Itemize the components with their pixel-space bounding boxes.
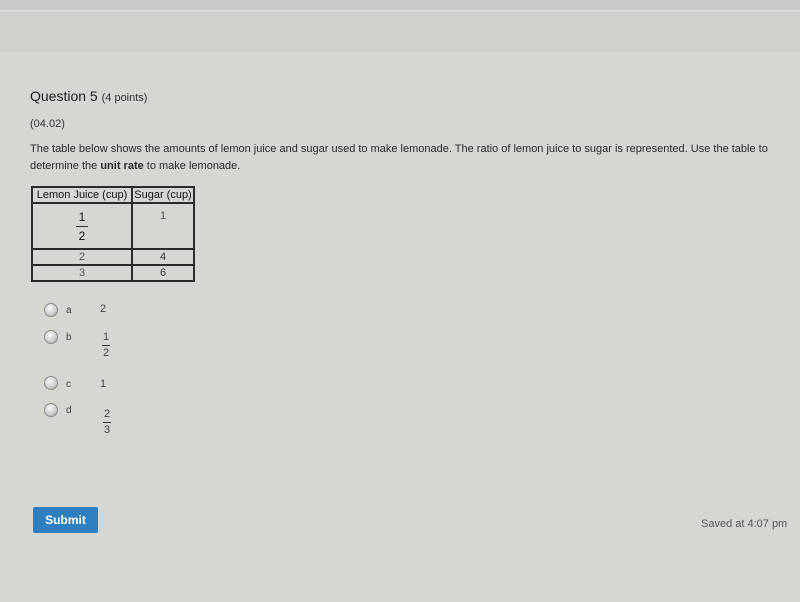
- question-text-before: The table below shows the amounts of lemon juice and sugar used to make lemonade. The ratio of lemon juice to sugar is represented. Use the table to determine the: [30, 143, 768, 172]
- table-cell-sugar: 1: [132, 203, 194, 249]
- choice-c[interactable]: [44, 376, 124, 396]
- fraction-bar: [76, 226, 88, 227]
- table-header-sugar: Sugar (cup): [132, 187, 194, 203]
- question-code: (04.02): [30, 118, 65, 130]
- fraction: [103, 409, 111, 436]
- choice-value: 1: [100, 378, 107, 390]
- question-title: [30, 88, 147, 104]
- question-text-after: to make lemonade.: [143, 160, 241, 172]
- choice-b[interactable]: [44, 330, 124, 364]
- fraction-denominator: 2: [102, 347, 110, 359]
- fraction: [102, 332, 110, 359]
- choice-a[interactable]: [44, 303, 124, 323]
- fraction-bar: [103, 422, 111, 423]
- submit-button[interactable]: Submit: [33, 507, 98, 533]
- table-cell-sugar: 4: [132, 249, 194, 265]
- fraction-numerator: 2: [103, 408, 111, 420]
- question-text: [30, 141, 790, 175]
- table-row: [32, 265, 194, 281]
- choice-letter: c: [66, 379, 71, 390]
- fraction: [76, 211, 88, 242]
- choice-value: [103, 409, 111, 436]
- question-points: (4 points): [101, 92, 148, 104]
- choice-value: 2: [100, 303, 107, 315]
- table-row: [32, 203, 194, 249]
- fraction-bar: [102, 345, 110, 346]
- question-label: Question 5: [30, 88, 98, 104]
- table-header-row: [32, 187, 194, 203]
- radio-button-d[interactable]: [44, 403, 58, 417]
- question-text-bold: unit rate: [100, 160, 144, 172]
- choice-letter: a: [66, 305, 72, 316]
- top-strip: [0, 0, 800, 11]
- table-row: [32, 249, 194, 265]
- fraction-denominator: 2: [78, 228, 86, 243]
- radio-button-b[interactable]: [44, 330, 58, 344]
- fraction-denominator: 3: [103, 424, 111, 436]
- fraction-numerator: 1: [102, 331, 110, 343]
- choice-letter: d: [66, 405, 72, 416]
- saved-status: Saved at 4:07 pm: [701, 518, 788, 530]
- header-band: [0, 12, 800, 52]
- table-cell-lemon: 3: [32, 265, 132, 281]
- question-panel: [0, 52, 800, 602]
- choice-d[interactable]: [44, 403, 124, 439]
- table-cell-lemon: [32, 203, 132, 249]
- table-cell-lemon: 2: [32, 249, 132, 265]
- table-cell-sugar: 6: [132, 265, 194, 281]
- lemonade-table: [31, 186, 195, 282]
- choice-value: [102, 332, 110, 359]
- table-header-lemon: Lemon Juice (cup): [32, 187, 132, 203]
- choice-letter: b: [66, 332, 72, 343]
- fraction-numerator: 1: [78, 209, 86, 224]
- radio-button-c[interactable]: [44, 376, 58, 390]
- radio-button-a[interactable]: [44, 303, 58, 317]
